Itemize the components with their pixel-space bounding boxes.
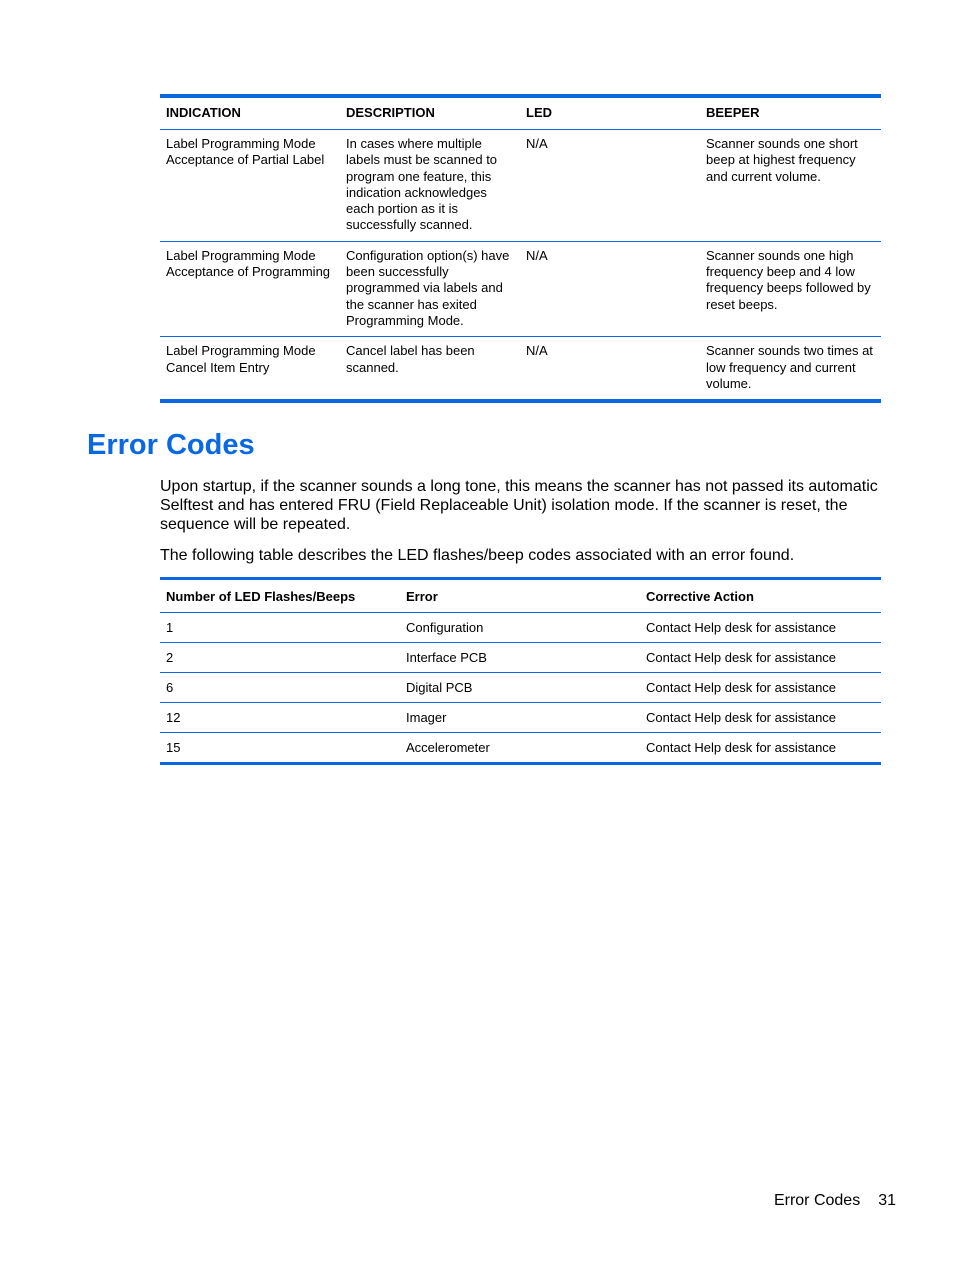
beeper-cell	[700, 130, 881, 242]
cell-line: frequency beeps followed by	[706, 280, 871, 296]
table-row	[160, 733, 881, 764]
table-row	[160, 703, 881, 733]
cell-line: Cancel Item Entry	[166, 359, 270, 375]
table-intro-paragraph: The following table describes the LED flashes/beep codes associated with an error found.	[160, 547, 795, 564]
error-table-header-row	[160, 579, 881, 613]
action-cell: Contact Help desk for assistance	[640, 643, 881, 673]
cell-line: each portion as it is	[346, 201, 459, 217]
flashes-cell: 12	[160, 703, 400, 733]
cell-line: successfully scanned.	[346, 217, 473, 233]
cell-line: Acceptance of Partial Label	[166, 152, 325, 168]
cell-line: and current volume.	[706, 168, 821, 184]
action-cell: Contact Help desk for assistance	[646, 620, 837, 635]
cell-line: low frequency and current	[706, 359, 856, 375]
description-cell	[340, 241, 520, 336]
beeper-cell	[700, 241, 881, 336]
action-cell: Contact Help desk for assistance	[640, 703, 881, 733]
table-row	[160, 643, 881, 673]
cell-line: scanned.	[346, 359, 399, 375]
cell-line: Programming Mode.	[346, 312, 464, 328]
action-cell: Contact Help desk for assistance	[640, 673, 881, 703]
indication-cell	[160, 241, 340, 336]
action-cell: Contact Help desk for assistance	[640, 733, 881, 764]
description-cell	[340, 130, 520, 242]
cell-line: Scanner sounds one high	[706, 247, 854, 263]
header-indication: INDICATION	[160, 96, 340, 130]
table-row	[160, 130, 881, 242]
cell-line: Label Programming Mode	[166, 247, 316, 263]
cell-line: Cancel label has been	[346, 343, 475, 359]
flashes-cell: 6	[160, 673, 400, 703]
footer-section-name: Error Codes	[773, 1192, 861, 1209]
flashes-cell: 1	[166, 620, 174, 635]
header-beeper: BEEPER	[700, 96, 881, 130]
header-flashes: Number of LED Flashes/Beeps	[160, 579, 400, 613]
error-cell: Imager	[400, 703, 640, 733]
cell-line: labels must be scanned to	[346, 152, 498, 168]
beeper-cell	[700, 337, 881, 401]
cell-line: volume.	[706, 375, 752, 391]
page-number: 31	[878, 1192, 896, 1209]
cell-line: Acceptance of Programming	[166, 264, 331, 280]
page-footer	[700, 1190, 896, 1212]
description-cell	[340, 337, 520, 401]
led-cell: N/A	[520, 337, 700, 401]
cell-line: reset beeps.	[706, 296, 778, 312]
table-row	[160, 673, 881, 703]
led-cell: N/A	[526, 136, 548, 151]
cell-line: programmed via labels and	[346, 280, 503, 296]
table-row	[160, 241, 881, 336]
error-codes-table	[160, 577, 881, 765]
cell-line: frequency beep and 4 low	[706, 264, 855, 280]
cell-line: Scanner sounds one short	[706, 136, 858, 151]
flashes-cell: 15	[160, 733, 400, 764]
flashes-cell: 2	[160, 643, 400, 673]
led-cell: N/A	[520, 241, 700, 336]
error-cell: Configuration	[406, 620, 484, 635]
cell-line: Scanner sounds two times at	[706, 343, 873, 359]
cell-line: indication acknowledges	[346, 184, 487, 200]
indication-table	[160, 94, 881, 403]
table-row	[160, 613, 881, 643]
table-row	[160, 337, 881, 401]
error-cell: Interface PCB	[400, 643, 640, 673]
indication-table-header-row	[160, 96, 881, 130]
cell-line: Label Programming Mode	[166, 136, 316, 151]
indication-cell	[160, 130, 340, 242]
header-error: Error	[400, 579, 640, 613]
cell-line: the scanner has exited	[346, 296, 477, 312]
cell-line: In cases where multiple	[346, 136, 482, 151]
header-corrective-action: Corrective Action	[640, 579, 881, 613]
error-cell: Digital PCB	[400, 673, 640, 703]
cell-line: program one feature, this	[346, 168, 492, 184]
indication-cell	[160, 337, 340, 401]
header-led: LED	[520, 96, 700, 130]
error-cell: Accelerometer	[400, 733, 640, 764]
cell-line: Configuration option(s) have	[346, 247, 510, 263]
cell-line: Label Programming Mode	[166, 343, 316, 359]
cell-line: beep at highest frequency	[706, 152, 856, 168]
cell-line: been successfully	[346, 264, 449, 280]
section-heading: Error Codes	[87, 429, 255, 461]
intro-paragraph: Upon startup, if the scanner sounds a long tone, this means the scanner has not passed its automatic Selftest and has entered FRU (Field Replaceable Unit) isolation mode. If the scanner is reset, the sequence will be repeated.	[160, 478, 878, 533]
header-description: DESCRIPTION	[340, 96, 520, 130]
